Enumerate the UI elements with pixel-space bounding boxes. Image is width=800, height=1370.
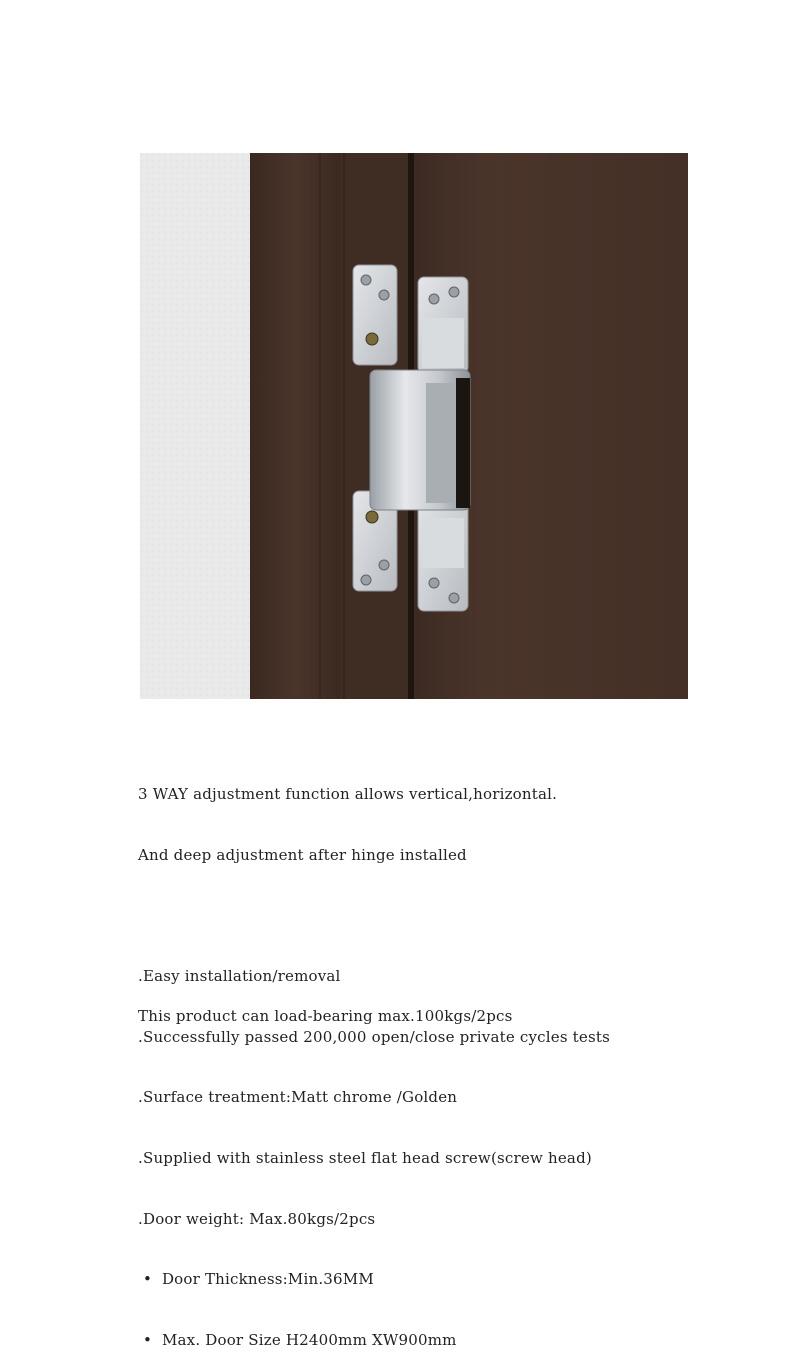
spacer <box>138 906 778 926</box>
feature-item: • Max. Door Size H2400mm XW900mm <box>138 1330 457 1349</box>
concealed-hinge-image <box>140 153 688 699</box>
product-photo <box>140 153 688 699</box>
feature-item: .Easy installation/removal <box>138 967 341 986</box>
feature-item: .Surface treatment:Matt chrome /Golden <box>138 1088 458 1107</box>
feature-item: .Supplied with stainless steel flat head screw(screw head) <box>138 1148 592 1167</box>
intro-line-2: And deep adjustment after hinge installed <box>138 846 467 864</box>
intro-line-1: 3 WAY adjustment function allows vertical,horizontal. <box>138 785 558 804</box>
description-text <box>138 744 778 1370</box>
feature-item: • Door Thickness:Min.36MM <box>138 1270 374 1289</box>
feature-item: .Door weight: Max.80kgs/2pcs <box>138 1209 376 1228</box>
load-bearing-note: This product can load-bearing max.100kgs/2pcs <box>138 1007 513 1025</box>
feature-item: .Successfully passed 200,000 open/close private cycles tests <box>138 1027 611 1046</box>
